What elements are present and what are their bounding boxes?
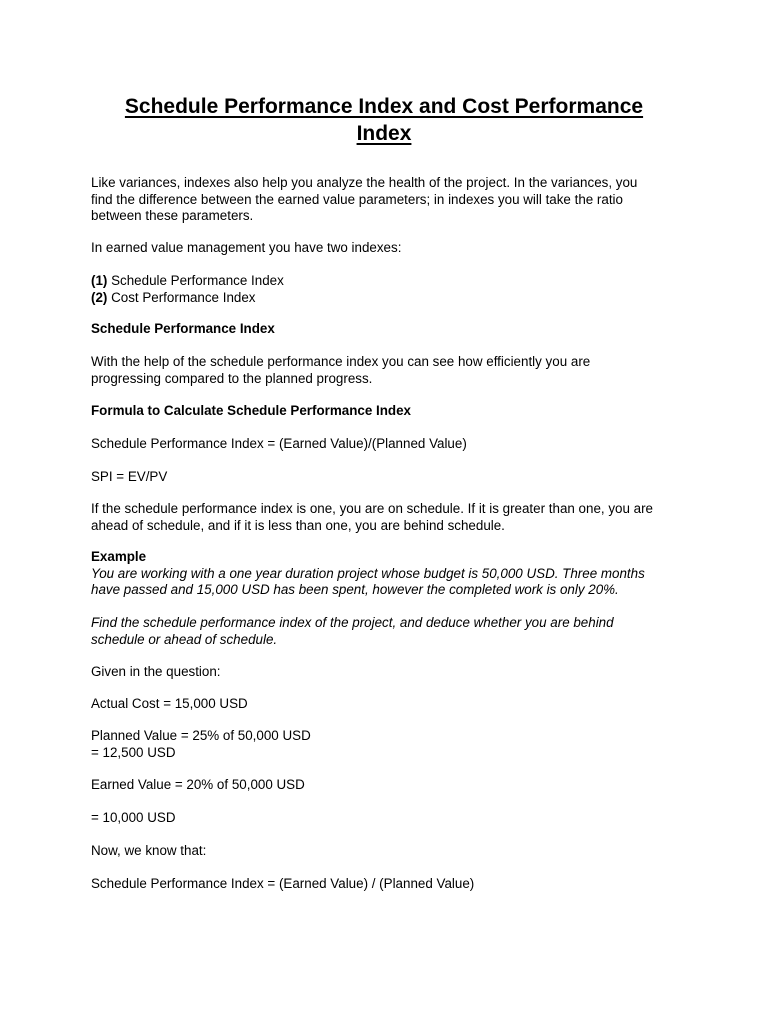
formula-text: Schedule Performance Index = (Earned Value)/(Planned Value) — [91, 436, 467, 451]
example-text-line: have passed and 15,000 USD has been spent, however the completed work is only 20%. — [91, 582, 619, 597]
title-line-1: Schedule Performance Index and Cost Performance — [124, 95, 644, 118]
list-item-text: Schedule Performance Index — [107, 273, 284, 288]
intro-line: find the difference between the earned value parameters; in indexes you will take the ratio — [91, 191, 623, 207]
interpretation-paragraph — [91, 501, 691, 534]
formula-heading: Formula to Calculate Schedule Performance Index — [91, 403, 411, 418]
spi-description-line: progressing compared to the planned progress. — [91, 370, 373, 386]
given-text: Given in the question: — [91, 664, 221, 679]
spi-short-formula: SPI = EV/PV — [91, 469, 168, 484]
earned-value-result: = 10,000 USD — [91, 810, 176, 825]
intro-line: between these parameters. — [91, 208, 254, 223]
list-item-number: (1) — [91, 273, 108, 288]
list-item-text: Cost Performance Index — [107, 289, 256, 305]
example-block — [91, 549, 691, 599]
intro-paragraph — [91, 175, 691, 225]
example-question-line: schedule or ahead of schedule. — [91, 631, 278, 647]
actual-cost-text: Actual Cost = 15,000 USD — [91, 696, 248, 711]
spi-heading: Schedule Performance Index — [91, 321, 275, 336]
planned-value-block — [91, 728, 691, 761]
example-heading: Example — [91, 549, 147, 564]
example-question-line: Find the schedule performance index of the project, and deduce whether you are behind — [91, 615, 614, 630]
interpretation-line: If the schedule performance index is one, you are on schedule. If it is greater than one, you are — [91, 501, 654, 516]
example-text-line: You are working with a one year duration project whose budget is 50,000 USD. Three months — [91, 565, 645, 581]
index-list — [91, 273, 691, 306]
document-title — [90, 93, 678, 147]
earned-value-text: Earned Value = 20% of 50,000 USD — [91, 777, 305, 792]
planned-value-line: = 12,500 USD — [91, 744, 176, 760]
now-text: Now, we know that: — [91, 843, 207, 858]
spi-description — [91, 354, 691, 387]
planned-value-line: Planned Value = 25% of 50,000 USD — [91, 728, 311, 743]
spi-description-line: With the help of the schedule performance index you can see how efficiently you are — [91, 354, 591, 369]
final-formula-text: Schedule Performance Index = (Earned Value) / (Planned Value) — [91, 876, 475, 891]
two-indexes-text: In earned value management you have two indexes: — [91, 240, 402, 255]
intro-line: Like variances, indexes also help you analyze the health of the project. In the variances, you — [91, 175, 638, 190]
list-item-number: (2) — [91, 289, 108, 305]
title-line-2: Index — [356, 122, 412, 145]
list-item — [91, 290, 691, 307]
interpretation-line: ahead of schedule, and if it is less than one, you are behind schedule. — [91, 517, 505, 533]
example-question — [91, 615, 691, 648]
list-item — [91, 273, 691, 290]
